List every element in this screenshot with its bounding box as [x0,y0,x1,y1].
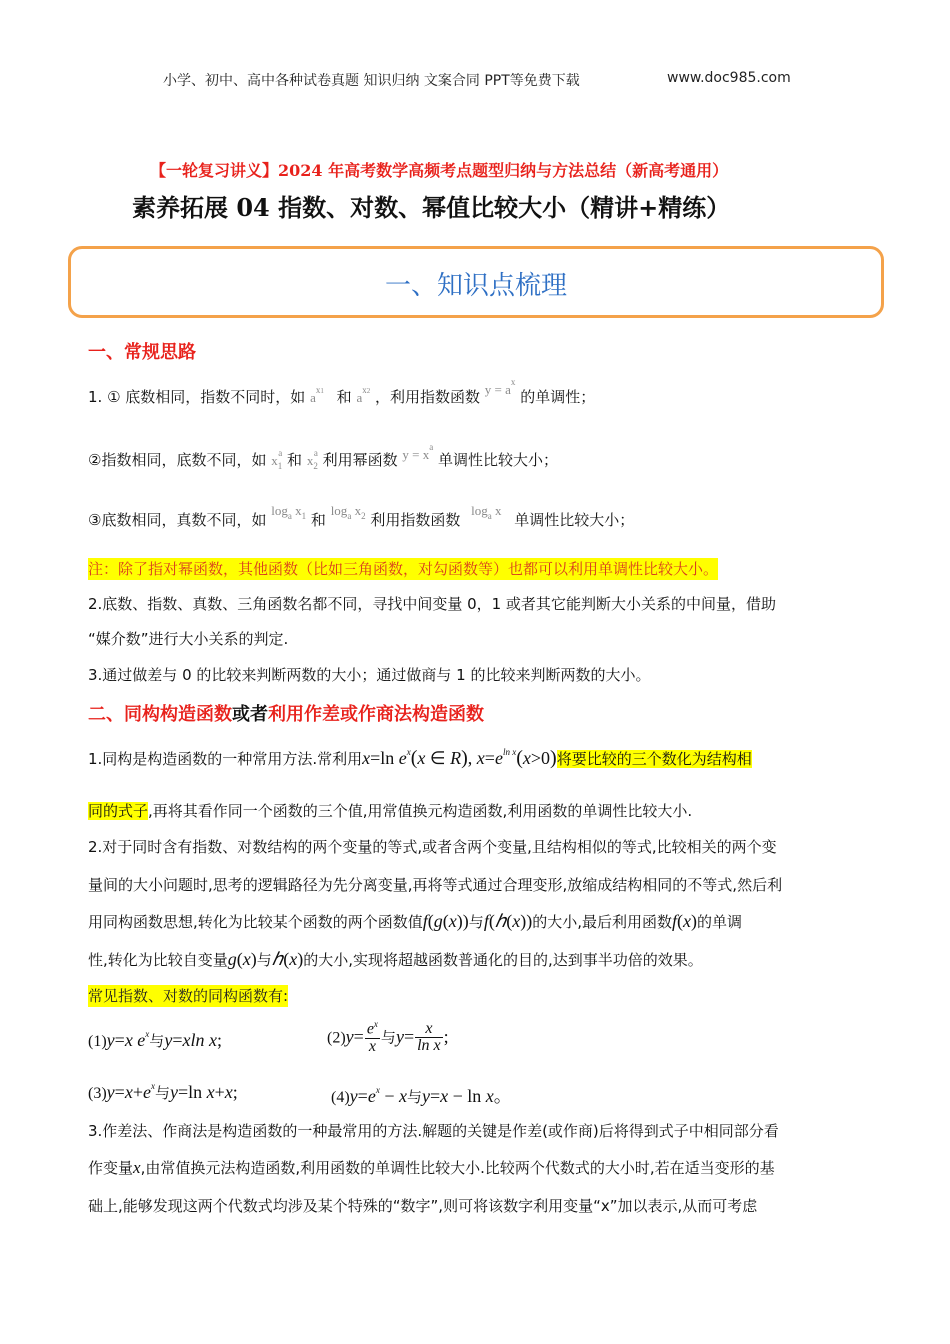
expr-x1-a: $x_1^a$ [271,448,283,471]
and-3: 和 [310,511,326,529]
q2c-2: 与 [468,913,484,931]
common-functions-label: 常见指数、对数的同构函数有: [88,987,289,1005]
para-intermediate-a: 2.底数、指数、真数、三角函数名都不同，寻找中间变量 0，1 或者其它能判断大小关系的中间量，借助 [88,595,776,613]
para-two-variables-c: 用同构函数思想,转化为比较某个函数的两个函数值f(g(x))与f(ℎ(x))的大小,最后利用函数f(x)的单调 [88,911,743,931]
and-f1: 与 [149,1032,165,1050]
series-title: 【一轮复习讲义】2024 年高考数学高频考点题型归纳与方法总结（新高考通用） [150,161,729,180]
formula-1: (1)y=x $e^x$与y=xln x; [88,1029,222,1050]
heading-isomorphic [88,700,484,726]
site-header-text: 小学、初中、高中各种试卷真题 知识归纳 文案合同 PPT等免费下载 [163,73,580,89]
para-exponent-lead: 1. ① 底数相同，指数不同时，如 [88,388,306,406]
q2c-3: 的大小,最后利用函数 [532,913,673,931]
expr-y-eq-x-a: $y = x^a$ [402,442,434,462]
q3b-2: ,由常值换元法构造函数,利用函数的单调性比较大小.比较两个代数式的大小时,若在适当变形的基 [140,1159,775,1177]
para-difference-method-a: 3.作差法、作商法是构造函数的一种最常用的方法.解题的关键是作差(或作商)后将得到式子中相同部分看 [88,1122,779,1140]
heading-isomorphic-a: 二、同构构造函数 [88,704,232,725]
and-f4: 与 [406,1088,422,1106]
and-1: 和 [336,388,352,406]
para-isomorphism-b [88,800,692,822]
formula-4: $(4)y=e^x - x$与y=x − ln x。 [331,1085,512,1106]
expr-a-x1: $a^{x1}$ [310,385,324,405]
para-log [88,503,635,533]
para-difference-method-c: 础上,能够发现这两个代数式均涉及某个特殊的“数字”,则可将该数字利用变量“x”加以表示,从而可考虑 [88,1197,758,1215]
para-log-mid: 利用指数函数 [370,511,461,529]
para-difference: 3.通过做差与 0 的比较来判断两数的大小；通过做商与 1 的比较来判断两数的大小。 [88,666,651,684]
para-two-variables-d: 性,转化为比较自变量g(x)与ℎ(x)的大小,实现将超越函数普通化的目的,达到事半功倍的效果。 [88,949,703,969]
q2c-4: 的单调 [697,913,743,931]
para-iso-highlight-b: 同的式子 [88,802,149,820]
heading-conventional: 一、常规思路 [88,342,196,363]
site-url[interactable]: www.doc985.com [667,70,791,86]
para-difference-method-b: 作变量x,由常值换元法构造函数,利用函数的单调性比较大小.比较两个代数式的大小时,若在适当变形的基 [88,1158,775,1177]
q2d-3: 的大小,实现将超越函数普通化的目的,达到事半功倍的效果。 [303,951,703,969]
expr-x2-a: $x_2^a$ [306,448,318,471]
para-power-lead: ②指数相同，底数不同，如 [88,451,267,469]
para-iso-lead: 1.同构是构造函数的一种常用方法.常利用 [88,750,363,768]
para-power-mid: 利用幂函数 [322,451,398,469]
formula-3: $(3)y=x+e^x$与y=ln x+x; [88,1081,238,1102]
section-box [68,246,884,318]
para-iso-rest: ,再将其看作同一个函数的三个值,用常值换元构造函数,利用函数的单调性比较大小. [148,802,693,820]
and-f3: 与 [154,1084,170,1102]
heading-isomorphic-c: 利用作差或作商法构造函数 [268,704,484,725]
para-log-lead: ③底数相同，真数不同，如 [88,511,267,529]
heading-isomorphic-b: 或者 [232,704,268,725]
para-iso-highlight: 将要比较的三个数化为结构相 [556,750,752,768]
para-two-variables-b: 量间的大小问题时,思考的逻辑路径为先分离变量,再将等式通过合理变形,放缩成结构相同的不等式,然后利 [88,876,783,894]
para-isomorphism: 1.同构是构造函数的一种常用方法.常利用x=ln $e^x(x$ ∈ R), $x=e^{ln x}(x>0)$将要比较的三个数化为结构相 [88,747,752,769]
q2d-1: 性,转化为比较自变量 [88,951,228,969]
q2d-2: 与 [256,951,272,969]
para-power-tail: 单调性比较大小； [438,451,559,469]
and-f2: 与 [380,1028,396,1047]
formula-2: (2)y= $\frac{e^x}{x}$ 与y= $\frac{x}{\text{ln x}}$ ; [327,1019,449,1056]
expr-y-eq-a-x: $y = a^x$ [484,377,516,397]
expr-a-x2: $a^{x2}$ [356,385,371,405]
para-exponent-mid: ，利用指数函数 [375,388,481,406]
expr-log-a-x1: $\log_a x_1$ [271,503,307,521]
q3b-1: 作变量 [88,1159,134,1177]
para-log-tail: 单调性比较大小； [514,511,635,529]
para-two-variables-a: 2.对于同时含有指数、对数结构的两个变量的等式,或者含两个变量,且结构相似的等式,比较相关的两个变 [88,838,777,856]
para-power [88,442,559,473]
section-box-title: 一、知识点梳理 [384,271,567,301]
formula-x-eq-ln-ex: x [362,748,371,768]
para-exponent [88,377,596,411]
and-2: 和 [287,451,303,469]
para-exponent-tail: 的单调性； [520,388,596,406]
q2c-1: 用同构函数思想,转化为比较某个函数的两个函数值 [88,913,423,931]
para-intermediate-b: “媒介数”进行大小关系的判定. [88,630,289,648]
expr-log-a-x2: $\log_a x_2$ [330,503,366,521]
note-highlight: 注：除了指对幂函数，其他函数（比如三角函数，对勾函数等）也都可以利用单调性比较大小。 [88,560,719,578]
expr-log-a-x: $\log_a x$ [471,503,502,521]
page-title: 素养拓展 04 指数、对数、幂值比较大小（精讲+精练） [132,193,731,222]
